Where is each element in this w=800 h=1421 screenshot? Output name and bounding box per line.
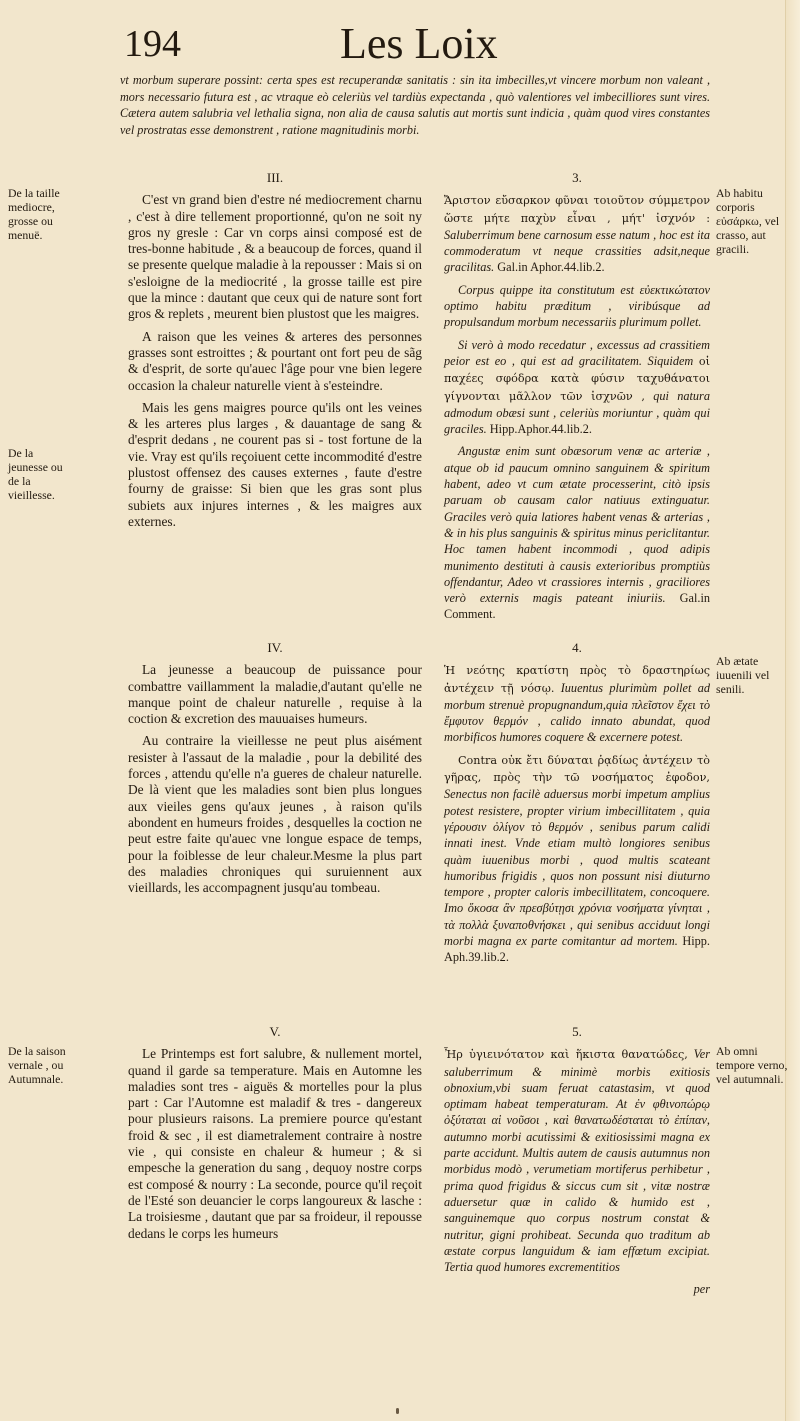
greek-text: Ἡ νεότης κρατίστη πρὸς τὸ δραστηρίως ἀντέχειν τῇ νόσῳ. <box>444 664 710 695</box>
paragraph <box>444 192 710 275</box>
latin-text: Saluberrimum bene carnosum esse natum , hoc est ita commoderatum vt neque crassities adsit,neque gracilitas. <box>444 227 710 275</box>
paragraph: La jeunesse a beaucoup de puissance pour combattre vaillamment la maladie,d'autant qu'elle ne manque point de chaleur naturelle , requise à la coction & excretion des mauuaises humeurs. <box>128 662 422 727</box>
citation: Gal.in Aphor.44.lib.2. <box>497 260 605 275</box>
section-number: 5. <box>572 1024 582 1039</box>
margin-note-left-4: De la jeunesse ou de la vieillesse. <box>8 446 63 502</box>
section-number: 3. <box>572 170 582 185</box>
greek-text: Contra οὐκ ἔτι δύναται ῥᾳδίως ἀντέχειν τὸ γῆρας, πρὸς τὴν τῶ νοσήματος ἐφοδον, <box>444 753 710 785</box>
paragraph <box>444 337 710 438</box>
greek-text: Ἦρ ὑγιεινότατον καὶ ἥκιστα θανατώδες, <box>444 1048 688 1062</box>
citation: Hipp. Aph.39.lib.2. <box>444 934 710 965</box>
intro-paragraph: vt morbum superare possint: certa spes est recuperandæ sanitatis : sin ita imbecilles,vt vincere morbum non valeant , mors necessario futura est , ac vtraque eò celeriùs vel tardiùs expectanda , quò valentiores vel imbecilliores sunt vires. Cætera autem salubria vel lethalia signa, non alia de causa salutis aut mortis sunt indicia , quàm quod vires constantes vel prostratas esse demonstrent , ratione magnitudinis morbi. <box>120 73 710 137</box>
paragraph: A raison que les veines & arteres des personnes grasses sont estroittes ; & pourtant ont fort peu de sãg & d'esprit, de sorte qu'auec l'âge pour vne bien legere occasion la chaleur naturelle vient à s'esteindre. <box>128 328 422 393</box>
latin-text: qui natura admodum obæsi sunt , celeriùs moriuntur , quàm qui graciles. <box>444 388 710 437</box>
margin-note-right-5: Ab omni tempore verno, vel autumnali. <box>716 1044 788 1086</box>
section-3-latin <box>444 170 710 629</box>
margin-note-right-4: Ab ætate iuuenili vel senili. <box>716 654 770 696</box>
latin-text: Si verò à modo recedatur , excessus ad crassitiem peior est eo , qui est ad gracilitatem. Siquidem <box>444 337 710 368</box>
paragraph <box>444 752 710 966</box>
ink-dot <box>396 1408 399 1414</box>
margin-note-left-5: De la saison vernale , ou Autumnale. <box>8 1044 66 1086</box>
page-header <box>0 18 800 74</box>
section-number: 4. <box>572 640 582 655</box>
running-title: Les Loix <box>340 19 498 68</box>
paragraph <box>444 1046 710 1275</box>
latin-text: Senectus non facilè aduersus morbi impetum amplius potest resistere, propter virium imbecillitatem , quia γέρουσιν ὀλίγον τὸ θερμόν , senibus parum calidi innati inest. Vnde etiam multò longiores senibus quàm iuuenibus morbi , quod multis scateant humoribus frigidis , quos non possunt nisi diuturno tempore , propter caloris imbecillitatem, concoquere. Imo ὅκοσα ἂν πρεσβύτῃσι χρόνια νοσήματα γίνηται , τὰ πολλὰ ξυναποθνήσκει , qui senibus acciduut longi morbi magna ex parte comitantur ad mortem. <box>444 787 710 949</box>
section-5-latin <box>444 1024 710 1298</box>
margin-note-left-3: De la taille mediocre, grosse ou menuë. <box>8 186 60 242</box>
catchword: per <box>693 1282 710 1297</box>
greek-text: Ἄριστον εὔσαρκον φῦναι τοιοῦτον σύμμετρον ὥστε μήτε παχὺν εἶναι , μήτ' ἰσχνόν : <box>444 194 710 225</box>
paragraph: Au contraire la vieillesse ne peut plus aisément resister à l'assaut de la maladie , pour la debilité des forces , attendu qu'elle n'a gueres de chaleur naturelle. De là vient que les maladies sont bien plus longues aux vieiles gens qu'aux jeunes , à raison qu'ils abondent en humeurs froides , desquelles la coction ne peut estre faite qu'auec vne longue espace de temps, pour la foiblesse de leur chaleur.Mesme la plus part des maladies chroniques qui suruiennent aux vieillards, les accompagnent jusqu'au tombeau. <box>128 733 422 896</box>
citation: Gal.in Comment. <box>444 591 711 622</box>
section-5-french <box>128 1024 422 1248</box>
paragraph: C'est vn grand bien d'estre né mediocrement charnu , c'est à dire tellement proportionné, qu'on ne soit ny gros ny gresle : Car vn corps ainsi composé est de tres-bonne habitude , & a beaucoup de forces, quand il se presente quelque maladie à la repousser : Mais si on s'esloigne de la mediocrité , la grosse taille est pire que la mince : dautant que ceux qui de nature sont fort gros & replets , meurent bien plustost que les maigres. <box>128 192 422 322</box>
page-number: 194 <box>124 23 181 65</box>
latin-text: Angustæ enim sunt obæsorum venæ ac arteriæ , atque ob id paucum omnino sanguinem & spiritum habent, adeo vt cum ætate processerint, citò ipsis paruam ob causam calor natiuus extinguatur. Graciles verò quia latiores habent venas & arterias , & in his plus sanguinis & spiritus minus periclitantur. Hoc tamen habent incommodi , quod adipis munimento destituti à causis exterioribus promptiùs offendantur, Adeo vt crassiores internis , graciliores verò externis magis pateant iniuriis. <box>444 444 710 606</box>
section-4-latin <box>444 640 710 972</box>
paragraph: Mais les gens maigres pource qu'ils ont les veines & les arteres plus larges , & dauantage de sang & d'esprit dedans , ne courent pas si - tost fortune de la vie. Vray est qu'ils reçoiuent cette incommodité d'estre plustost offensez des causes externes , faute d'estre fourny de graisse: Si bien que les gras sont plus subiets aux injures internes , & les maigres aux externes. <box>128 399 422 529</box>
paragraph <box>444 662 710 745</box>
section-4-french <box>128 640 422 902</box>
section-3-french <box>128 170 422 536</box>
section-number: III. <box>266 170 284 185</box>
latin-text: Iuuentus plurimùm pollet ad morbum strenuè propugnandum,quia πλεῖστον ἔχει τὸ ἔμφυτον θερμόν , calido innato abundat, quod morbificos humores coquere & excernere potest. <box>444 680 711 745</box>
greek-text: οἱ παχέες σφόδρα κατὰ φύσιν ταχυθάνατοι γίγνονται μᾶλλον τῶν ἰσχνῶν , <box>444 354 711 403</box>
paragraph: Corpus quippe ita constitutum est εὐεκτικώτατον optimo habitu præditum , viribúsque ad propulsandum morbum necessariis plurimum pollet. <box>444 282 710 330</box>
section-number: IV. <box>267 640 283 655</box>
paragraph <box>444 443 710 622</box>
section-number: V. <box>269 1024 281 1039</box>
citation: Hipp.Aphor.44.lib.2. <box>489 422 592 437</box>
margin-note-right-3: Ab habitu corporis εὐσάρκω, vel crasso, aut gracili. <box>716 186 780 256</box>
latin-text: Ver saluberrimum & minimè morbis exitiosis obnoxium,vbi suam feruat catastasim, vt quod optimam habeat temperaturam. At ἐν φθινοπώρῳ ὀξύταται αἱ νοῦσοι , καὶ θανατωδέσταται τὸ ἐπίπαν, autumno morbi acutissimi & exitiosissimi magna ex parte accidunt. Multis autem de causis autumnus non morbidus modò , verumetiam mortiferus perhibetur , prima quod frigidus & siccus cum sit , vitæ nostræ aduersetur quæ in calido & humido est , sanguinemque quo corpus nostrum constat & nutritur, gigni prohibeat. Secunda quo traditum ab æstate corpus languidum & iam effœtum excipiat. Tertia quod humores excrementitios <box>444 1047 710 1275</box>
paragraph: Le Printemps est fort salubre, & nullement mortel, quand il garde sa temperature. Mais en Automne les maladies sont tres - aiguës & mortelles pour la plus part : Car l'Automne est maladif & tres - dangereux pour plusieurs raisons. La premiere pource qu'estant froid & sec , il est diametralement contraire à nostre vie , qui consiste en chaleur & humeur ; & si empesche la generation du sang , dequoy nostre corps est composé & nourry : La seconde, pource qu'il reçoit de l'Esté son deuancier le corps langoureux & lasche : La troisiesme , dautant que par sa froideur, il repousse dedans le corps les humeurs <box>128 1046 422 1241</box>
